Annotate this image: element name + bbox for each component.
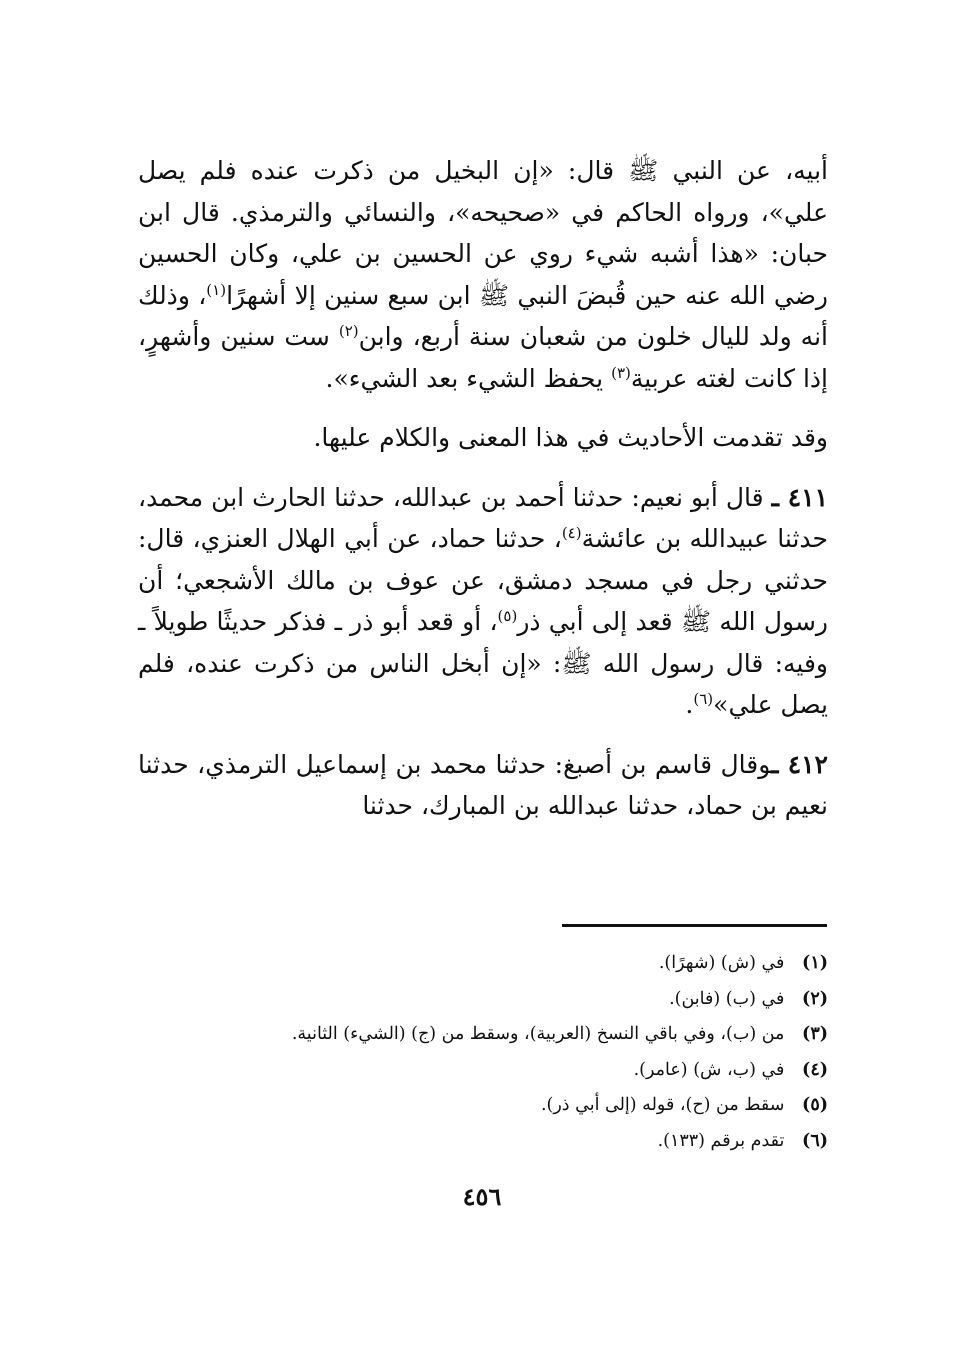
text-run: وقال قاسم بن أصبغ: حدثنا محمد بن إسماعيل الترمذي، حدثنا نعيم بن حماد، حدثنا عبدالله بن المبارك، حدثنا [138,749,828,820]
text-run: أبيه، عن النبي ﷺ قال: «إن البخيل من ذكرت عنده فلم يصل علي»، ورواه الحاكم في «صحيحه»، والنسائي والترمذي. قال ابن حبان: «هذا أشبه شيء روي عن الحسين بن علي، وكان الحسين رضي الله عنه حين قُبضَ النبي ﷺ ابن سبع سنين إلا أشهرًا [138,156,828,310]
text-run: يحفظ الشيء بعد الشيء». [325,363,612,393]
footnote-number: (٢) [802,988,828,1009]
footnote-ref-5: (٥) [497,607,518,625]
text-run: قال أبو نعيم: حدثنا أحمد بن عبدالله، حدثنا الحارث ابن محمد، حدثنا عبيدالله بن عائشة [138,482,829,553]
footnote-2 [150,982,828,1018]
footnote-number: (١) [802,953,828,973]
footnote-text: في (ش) (شهرًا). [658,953,785,973]
footnote-text: تقدم برقم (١٣٣). [657,1130,785,1151]
hadith-number-411: ٤١١ ـ [771,482,829,512]
footnote-ref-3: (٣) [611,363,631,382]
text-run: . [685,690,694,719]
hadith-number-412: ٤١٢ ـ [771,749,828,779]
text-run: ، أو قعد أبو ذر ـ فذكر حديثًا طويلاً ـ وفيه: قال رسول الله ﷺ: «إن أبخل الناس من ذكرت عنده، فلم يصل علي» [138,607,828,719]
footnote-5 [150,1088,828,1124]
text-run: ست سنين وأشهرٍ، إذا كانت لغته عربية [138,322,828,393]
footnote-4 [150,1053,828,1089]
footnote-ref-4: (٤) [561,524,582,542]
footnote-separator [562,924,827,927]
footnote-number: (٥) [802,1095,828,1115]
paragraph-continuation [138,150,828,399]
footnote-number: (٦) [802,1130,828,1151]
footnotes [150,946,828,1159]
text-run: وقد تقدمت الأحاديث في هذا المعنى والكلام عليها. [313,423,828,452]
page-number: ٤٥٦ [462,1182,502,1211]
paragraph-hadith-412 [138,744,828,827]
footnote-3 [150,1017,828,1053]
footnote-ref-2: (٢) [338,322,359,340]
footnote-6 [150,1124,828,1160]
text-run: ، حدثنا حماد، عن أبي الهلال العنزي، قال: حدثني رجل في مسجد دمشق، عن عوف بن مالك الأشجعي؛ أن رسول الله ﷺ قعد إلى أبي ذر [138,524,828,636]
text-run: ، وذلك أنه ولد لليال خلون من شعبان سنة أربع، وابن [138,280,828,351]
footnote-ref-6: (٦) [693,690,714,708]
footnote-1 [150,946,828,982]
footnote-text: سقط من (ح)، قوله (إلى أبي ذر). [540,1095,785,1115]
footnote-text: من (ب)، وفي باقي النسخ (العربية)، وسقط من (ج) (الشيء) الثانية. [291,1024,785,1044]
footnote-text: في (ب، ش) (عامر). [633,1059,785,1080]
main-text [138,150,828,827]
paragraph-hadith-411 [138,477,828,726]
footnote-text: في (ب) (فابن). [669,988,785,1009]
paragraph-note [138,417,828,459]
footnote-number: (٣) [802,1024,828,1044]
footnote-number: (٤) [802,1059,828,1080]
footnote-ref-1: (١) [206,280,227,299]
